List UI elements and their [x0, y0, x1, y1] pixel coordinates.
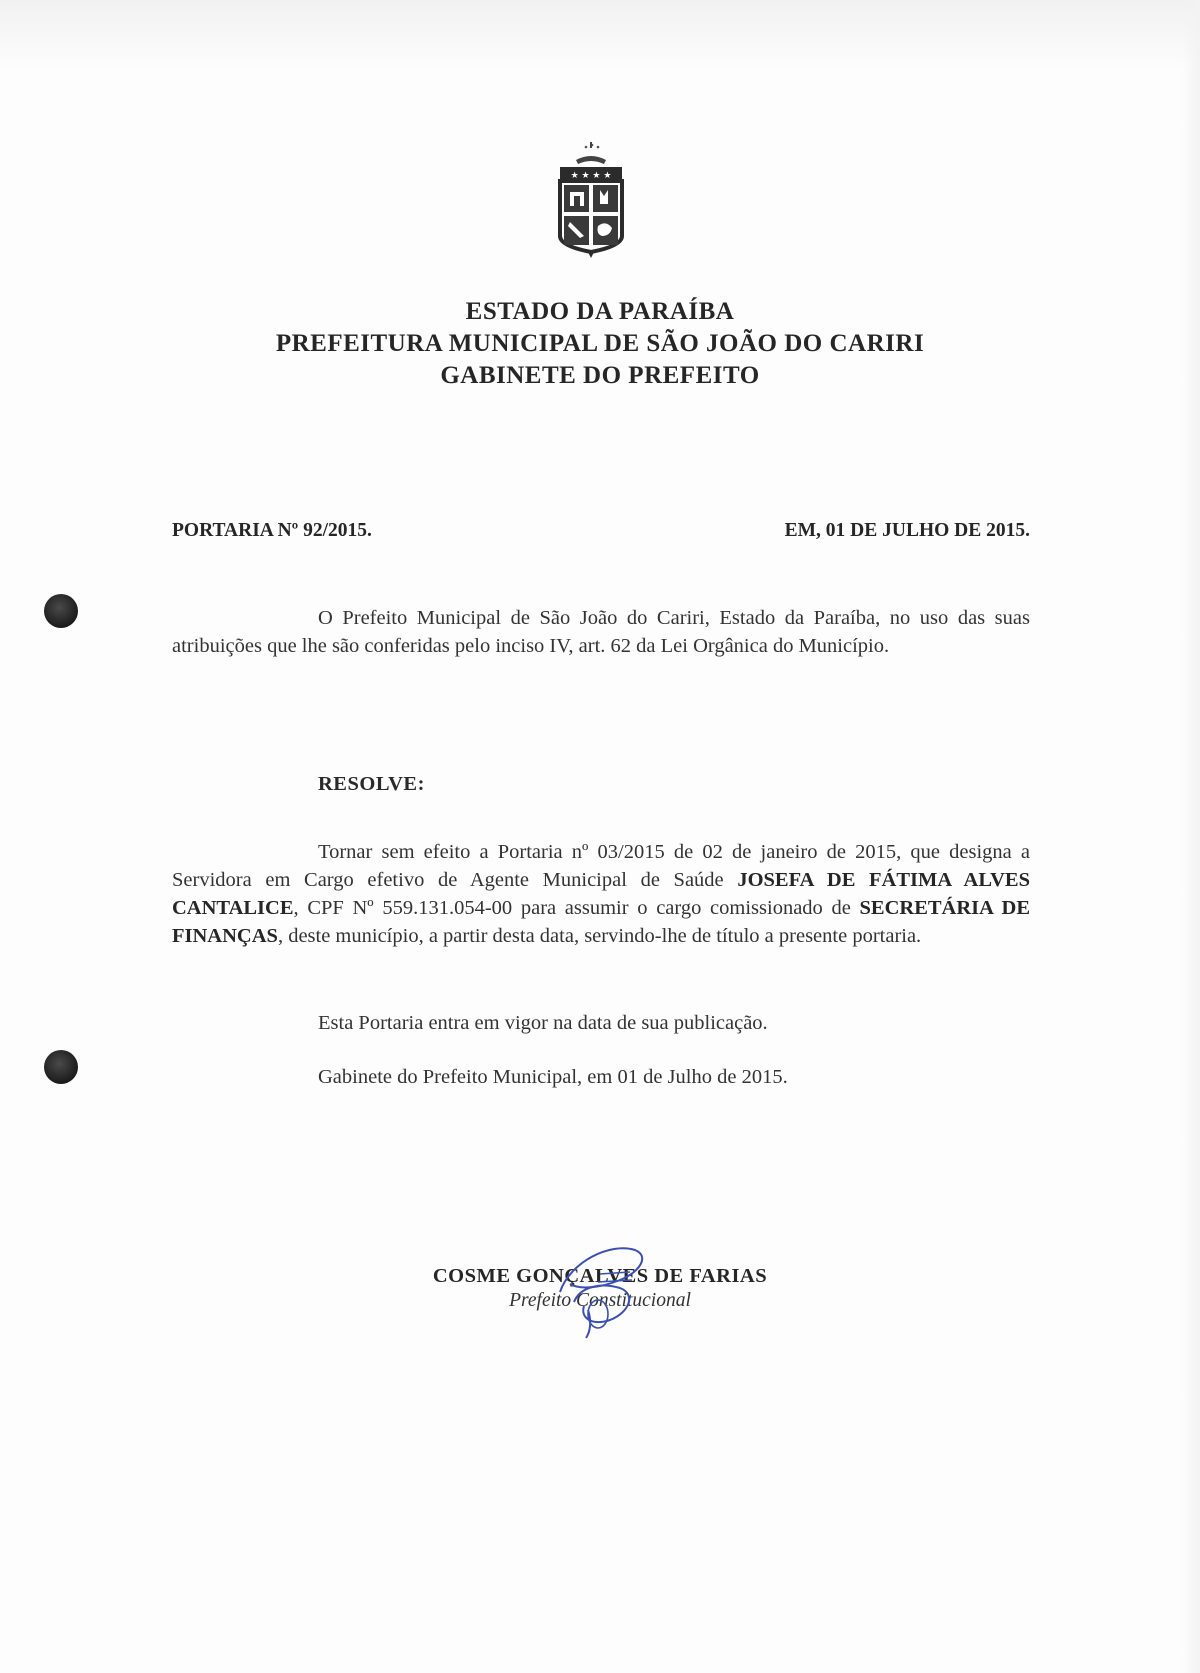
municipality-name: PREFEITURA MUNICIPAL DE SÃO JOÃO DO CARIRI: [275, 330, 925, 357]
signer-title: Prefeito Constitucional: [509, 1290, 691, 1311]
body-text-c: , deste município, a partir desta data, servindo-lhe de título a presente portaria.: [277, 925, 922, 947]
role-name: SECRETÁRIA DE FINANÇAS: [172, 897, 1030, 947]
body-paragraph-2: Esta Portaria entra em vigor na data de sua publicação.: [318, 1012, 768, 1034]
intro-paragraph: O Prefeito Municipal de São João do Cariri, Estado da Paraíba, no uso das suas atribuições que lhe são conferidas pelo inciso IV, art. 62 da Lei Orgânica do Município.: [172, 607, 1030, 657]
body-text-b: , CPF Nº 559.131.054-00 para assumir o cargo comissionado de: [293, 897, 860, 919]
punch-hole-bottom: [44, 1050, 78, 1084]
scan-shadow-top: [0, 0, 1200, 70]
letterhead: [0, 296, 1200, 392]
body-paragraph-1: [172, 838, 1030, 950]
state-name: ESTADO DA PARAÍBA: [465, 298, 735, 325]
punch-hole-top: [44, 594, 78, 628]
signer-name: COSME GONÇALVES DE FARIAS: [432, 1265, 768, 1287]
svg-text:★ ★ ★ ★: ★ ★ ★ ★: [570, 171, 612, 181]
office-name: GABINETE DO PREFEITO: [440, 362, 760, 389]
resolve-heading: RESOLVE:: [318, 773, 425, 795]
coat-of-arms-icon: [548, 140, 634, 258]
body-paragraph-3: Gabinete do Prefeito Municipal, em 01 de Julho de 2015.: [318, 1066, 788, 1088]
portaria-date: EM, 01 DE JULHO DE 2015.: [784, 520, 1030, 541]
handwritten-signature-icon: [540, 1232, 660, 1342]
body-text-a: Tornar sem efeito a Portaria nº 03/2015 de 02 de janeiro de 2015, que designa a Servidora em Cargo efetivo de Agente Municipal de Saúde: [172, 841, 1030, 891]
servant-name: JOSEFA DE FÁTIMA ALVES CANTALICE: [172, 869, 1031, 919]
scan-shadow-right: [1182, 0, 1200, 1673]
portaria-number: PORTARIA Nº 92/2015.: [172, 520, 372, 541]
